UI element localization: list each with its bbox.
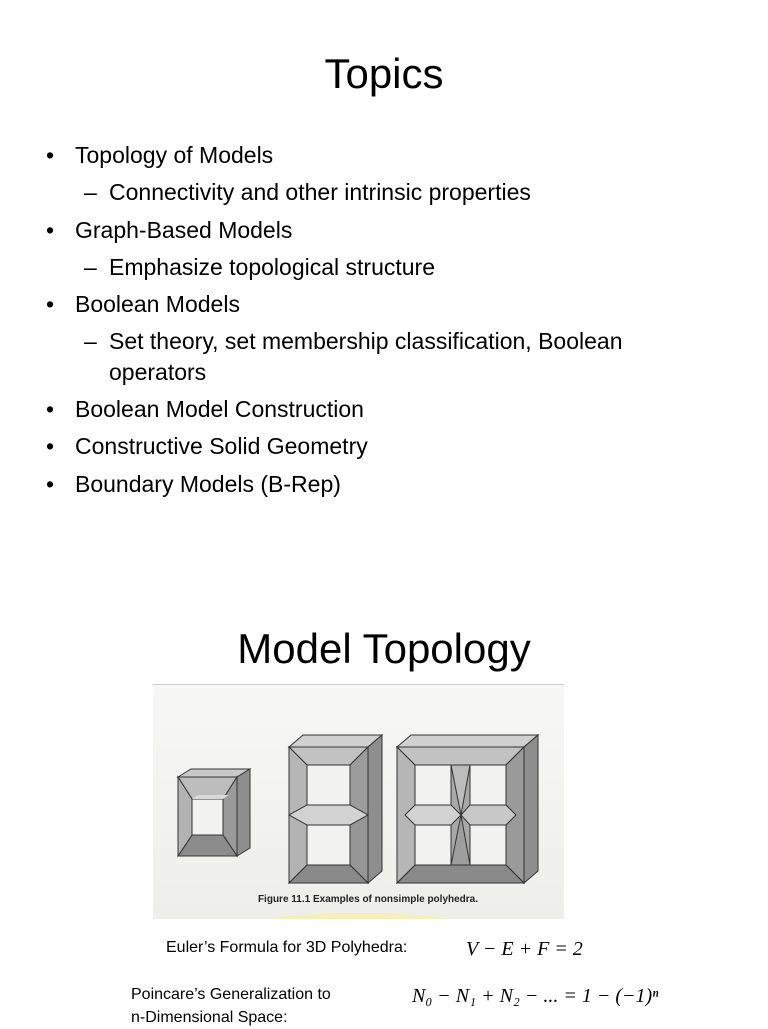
- polyhedra-figure: [153, 684, 564, 919]
- bullet-text: Constructive Solid Geometry: [75, 433, 368, 459]
- figure-caption: Figure 11.1 Examples of nonsimple polyhedra.: [257, 894, 479, 905]
- polyhedron-genus-1: [178, 769, 250, 856]
- euler-formula-label: Euler’s Formula for 3D Polyhedra:: [166, 939, 408, 956]
- poincare-label-line2: n-Dimensional Space:: [131, 1009, 288, 1026]
- bullet-text: Boolean Model Construction: [75, 396, 364, 422]
- polyhedron-genus-2: [289, 735, 382, 883]
- slide-title-topics: Topics: [324, 50, 444, 97]
- dash-icon: –: [84, 254, 97, 280]
- sub-bullet-text: Connectivity and other intrinsic properties: [109, 179, 531, 205]
- poincare-label-line1: Poincare’s Generalization to: [131, 986, 331, 1003]
- bullet-icon: •: [46, 396, 55, 422]
- sub-bullet-text: Emphasize topological structure: [109, 254, 435, 280]
- bullet-icon: •: [46, 217, 55, 243]
- dash-icon: –: [84, 328, 97, 354]
- euler-formula: V − E + F = 2: [466, 938, 583, 960]
- poincare-formula: N₀ − N₁ + N₂ − ... = 1 − (−1)ⁿ: [412, 985, 659, 1007]
- bullet-text: Boundary Models (B-Rep): [75, 471, 341, 497]
- nonsimple-polyhedra-illustration: [153, 685, 564, 919]
- sub-bullet-text: Set theory, set membership classification, Boolean operators: [109, 328, 623, 385]
- bullet-text: Boolean Models: [75, 291, 240, 317]
- bullet-icon: •: [46, 471, 55, 497]
- bullet-icon: •: [46, 433, 55, 459]
- dash-icon: –: [84, 179, 97, 205]
- bullet-text: Graph-Based Models: [75, 217, 293, 243]
- poincare-label: [131, 983, 331, 1029]
- slide-title-model-topology: Model Topology: [237, 625, 531, 672]
- bullet-icon: •: [46, 142, 55, 168]
- bullet-icon: •: [46, 291, 55, 317]
- polyhedron-genus-4: [397, 735, 538, 883]
- bullet-text: Topology of Models: [75, 142, 274, 168]
